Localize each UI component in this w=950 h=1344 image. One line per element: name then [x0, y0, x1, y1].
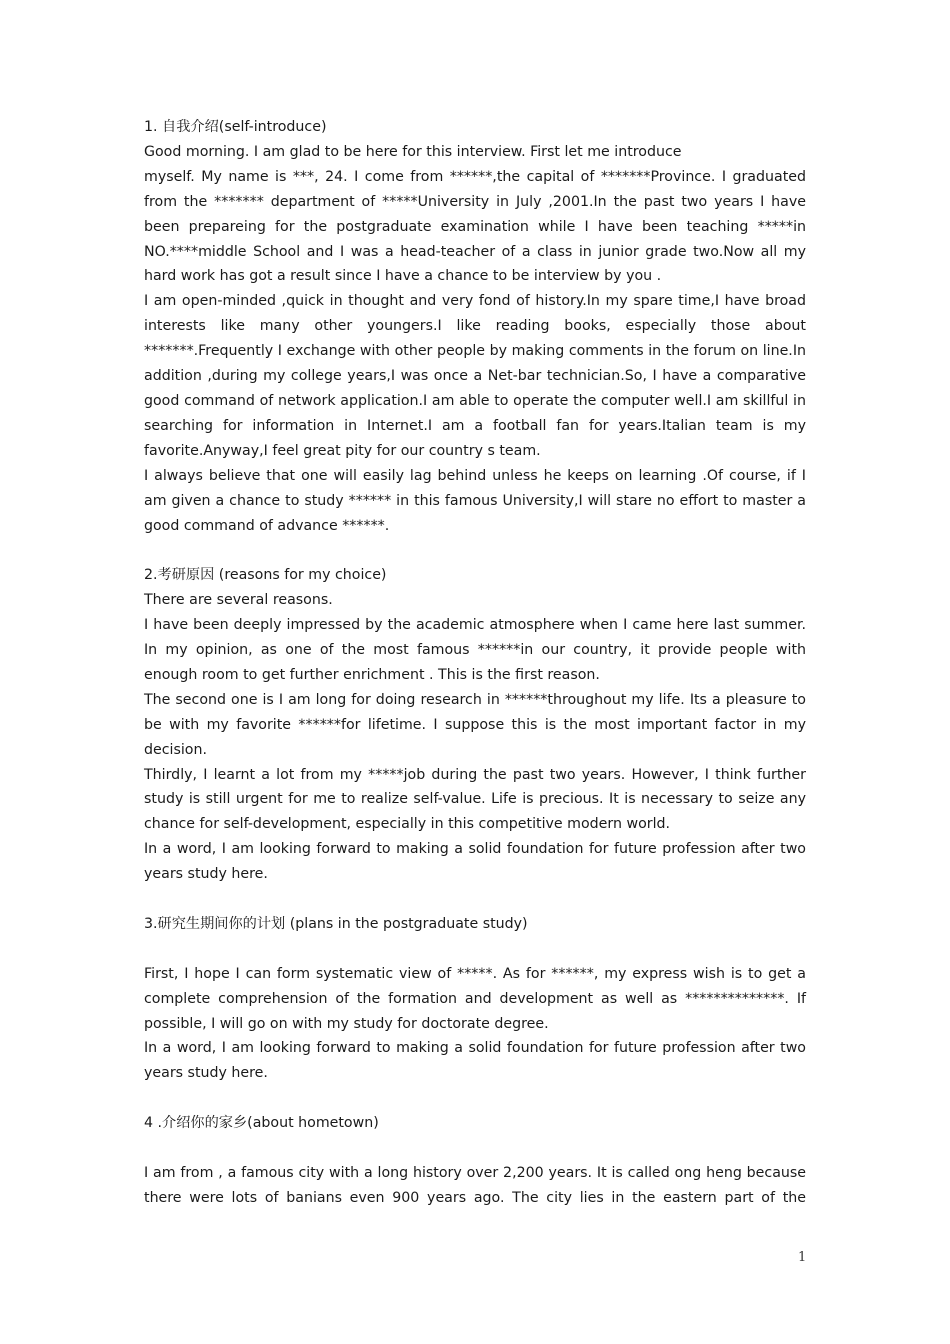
section-1-heading: 1. 自我介绍(self-introduce)	[144, 119, 327, 135]
section-1-paragraph-2: I am open-minded ,quick in thought and very fond of history.In my spare time,I have broad interests like many other youngers.I like reading books, especially those about *******.Frequently I exchange with other people by making comments in the forum on line.In addition ,during my college years,I was once a Net-bar technician.So, I have a comparative good command of network application.I am able to operate the computer well.I am skillful in searching for information in Internet.I am a football fan for years.Italian team is my favorite.Anyway,I feel great pity for our country s team.	[144, 293, 806, 459]
section-3-paragraph-1: First, I hope I can form systematic view of *****. As for ******, my express wish is to get a complete comprehension of the formation and development as well as **************. If possible, I will go on with my study for doctorate degree.	[144, 965, 806, 1032]
section-2-paragraph-3: Thirdly, I learnt a lot from my *****job during the past two years. However, I think further study is still urgent for me to realize self-value. Life is precious. It is necessary to seize any chance for self-development, especially in this competitive modern world.	[144, 766, 806, 833]
section-2-intro: There are several reasons.	[144, 592, 333, 609]
section-2-heading: 2.考研原因 (reasons for my choice)	[144, 567, 387, 584]
section-2-paragraph-4: In a word, I am looking forward to making a solid foundation for future profession after two years study here.	[144, 841, 806, 883]
spacer	[144, 937, 806, 962]
spacer	[144, 538, 806, 563]
section-2-paragraph-1: I have been deeply impressed by the academic atmosphere when I came here last summer. In my opinion, as one of the most famous ******in our country, it provide people with enough room to get further enrichment . This is the first reason.	[144, 617, 806, 683]
section-4-heading: 4 .介绍你的家乡(about hometown)	[144, 1115, 379, 1132]
section-4-paragraph-1: I am from , a famous city with a long history over 2,200 years. It is called ong heng because there were lots of banians even 900 years ago. The city lies in the eastern part of the	[144, 1164, 806, 1206]
section-2-paragraph-2: The second one is I am long for doing research in ******throughout my life. Its a pleasure to be with my favorite ******for lifetime. I suppose this is the most important factor in my decision.	[144, 691, 806, 758]
spacer	[144, 887, 806, 912]
section-1-opening-line: Good morning. I am glad to be here for this interview. First let me introduce	[144, 143, 682, 160]
spacer	[144, 1086, 806, 1111]
section-3-heading: 3.研究生期间你的计划 (plans in the postgraduate study)	[144, 915, 528, 932]
section-3-paragraph-2: In a word, I am looking forward to making a solid foundation for future profession after two years study here.	[144, 1040, 806, 1082]
document-body	[144, 115, 806, 1211]
section-1-paragraph-3: I always believe that one will easily lag behind unless he keeps on learning .Of course, if I am given a chance to study ****** in this famous University,I will stare no effort to master a good command of advance ******.	[144, 467, 806, 534]
spacer	[144, 1136, 806, 1161]
page-number: 1	[798, 1250, 807, 1265]
section-1-paragraph-1: myself. My name is ***, 24. I come from ******,the capital of *******Province. I graduated from the ******* department of *****University in July ,2001.In the past two years I have been prepareing for the postgraduate examination while I have been teaching *****in NO.****middle School and I was a head-teacher of a class in junior grade two.Now all my hard work has got a result since I have a chance to be interview by you .	[144, 168, 806, 285]
